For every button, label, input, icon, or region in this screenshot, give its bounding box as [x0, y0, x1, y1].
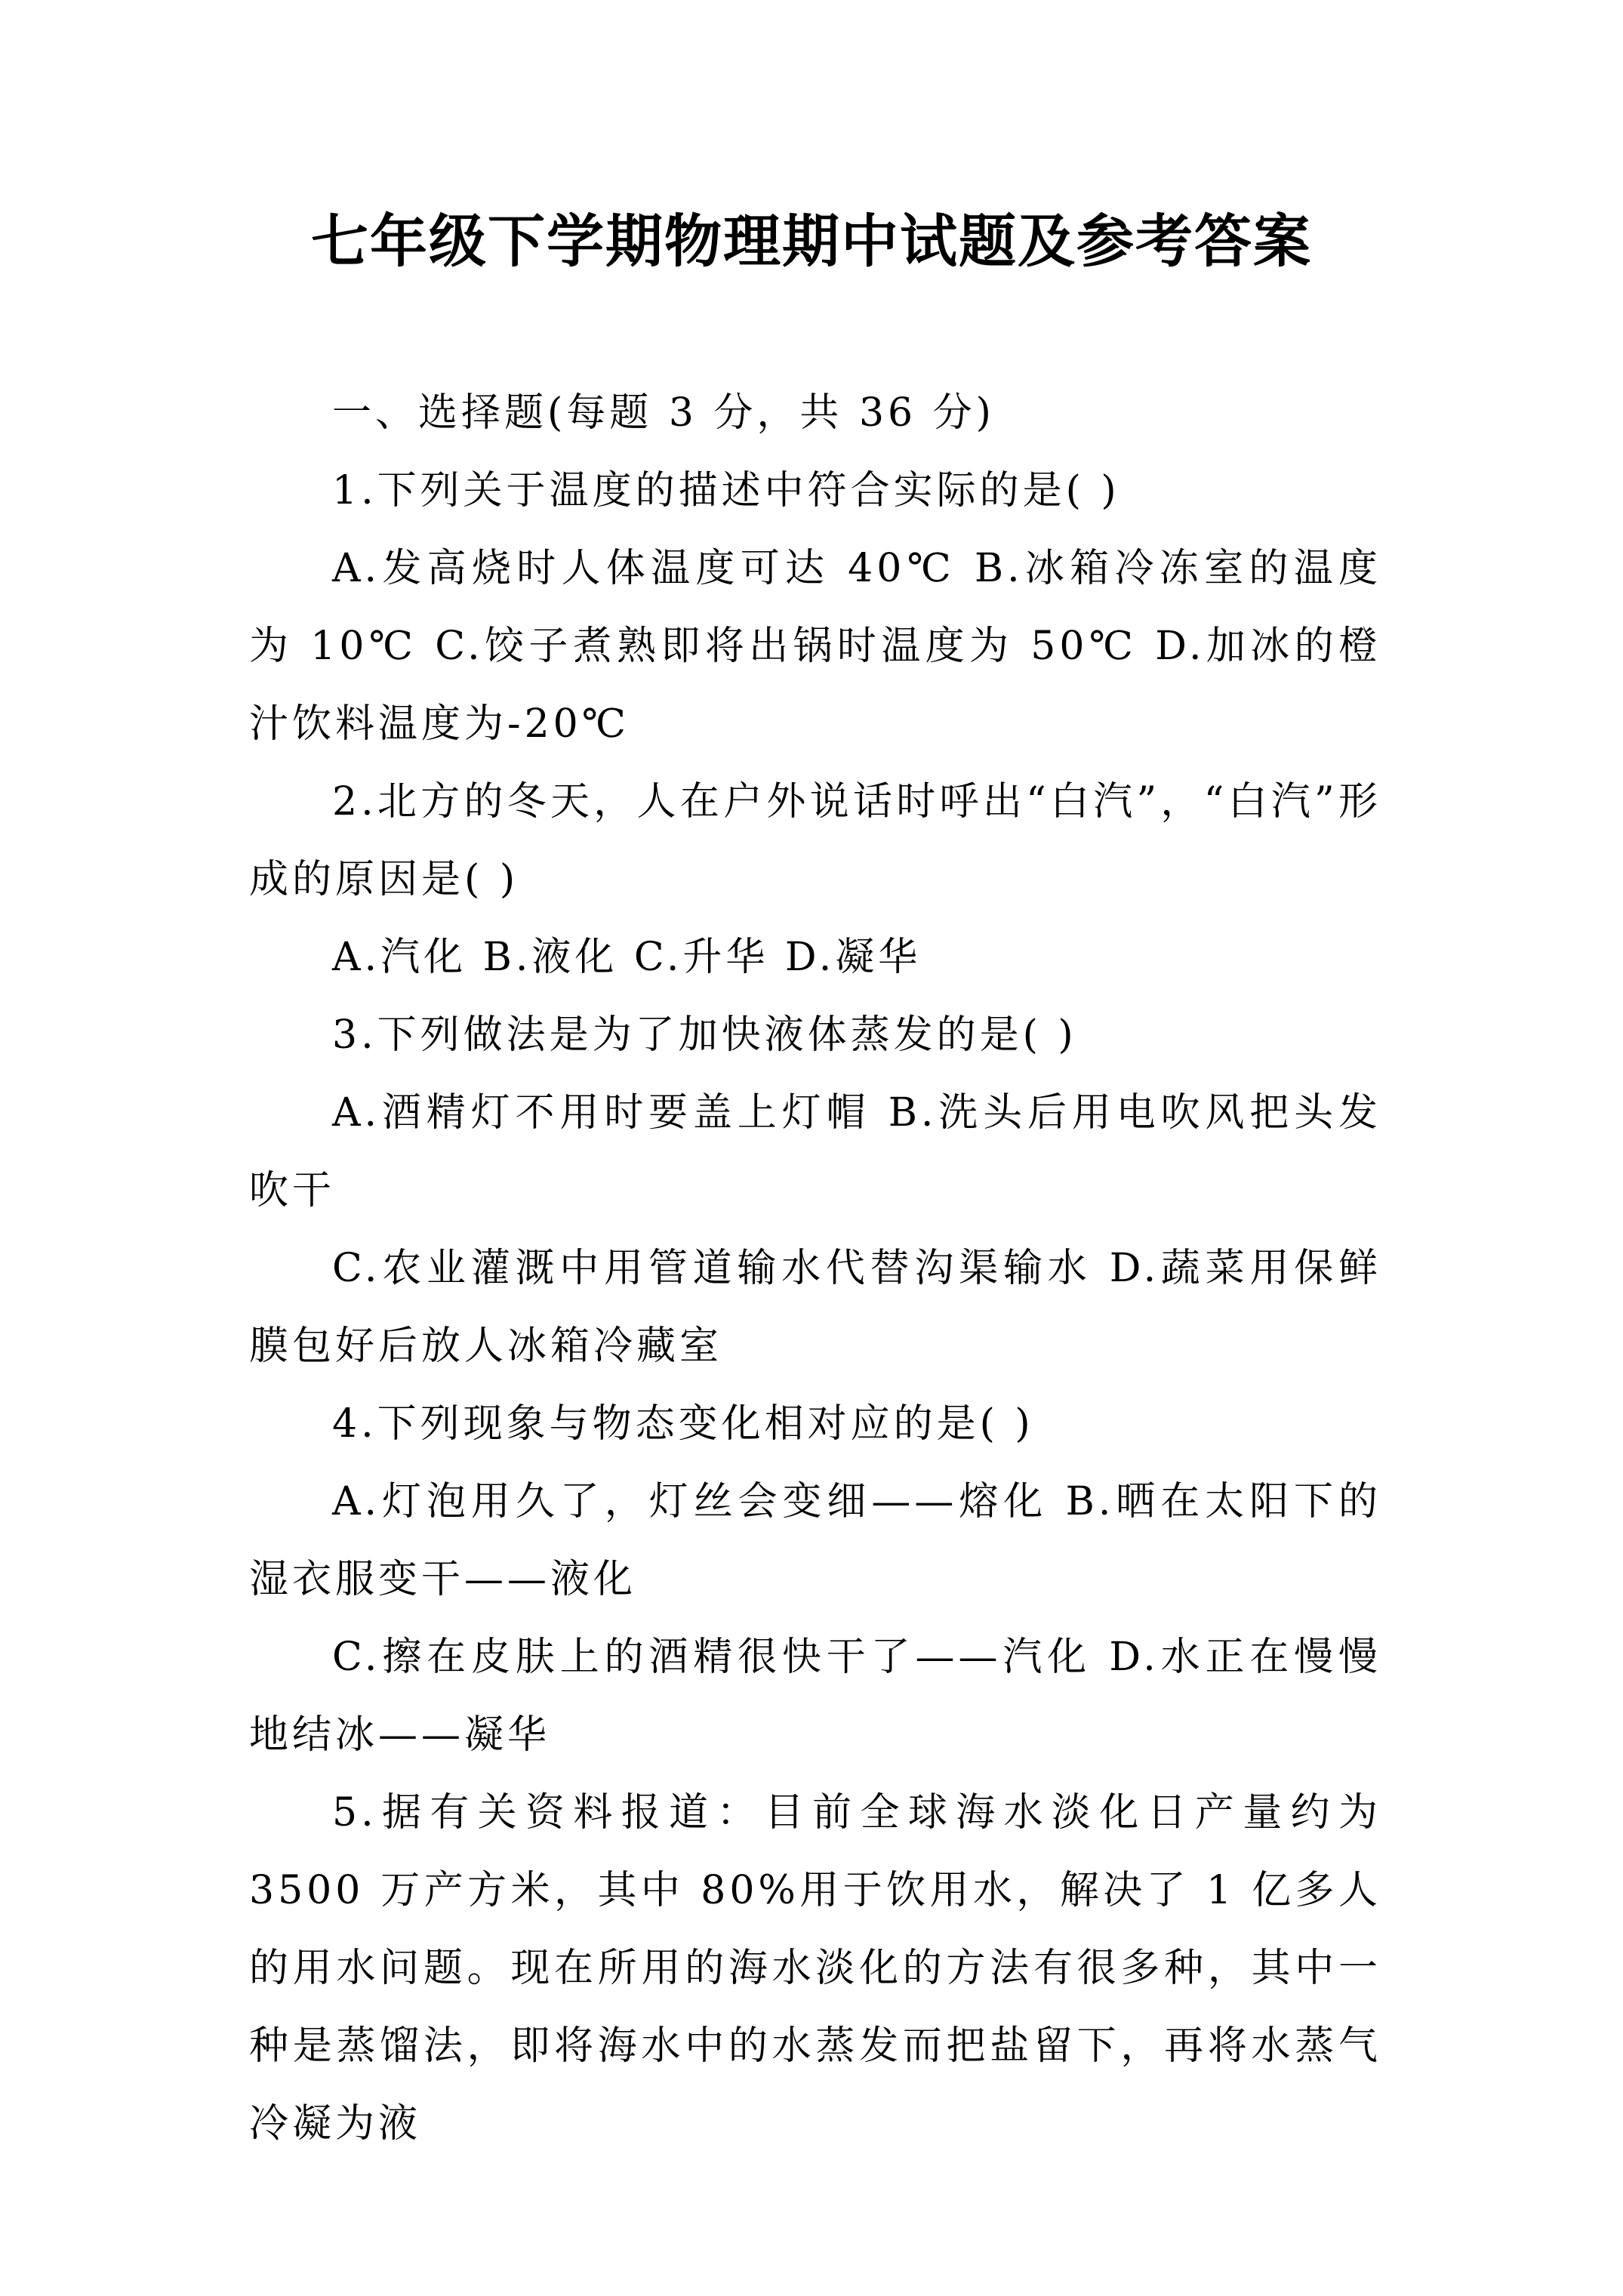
question-1: 1.下列关于温度的描述中符合实际的是( ): [332, 468, 1120, 513]
question-3-options-cd: C.农业灌溉中用管道输水代替沟渠输水 D.蔬菜用保鲜膜包好后放人冰箱冷藏室: [249, 1246, 1381, 1369]
document-body: [249, 374, 1381, 2163]
question-3: 3.下列做法是为了加快液体蒸发的是( ): [332, 1012, 1077, 1058]
document-title: 七年级下学期物理期中试题及参考答案: [311, 208, 1312, 275]
section-heading: 一、选择题(每题 3 分，共 36 分): [332, 390, 995, 436]
question-4: 4.下列现象与物态变化相对应的是( ): [332, 1401, 1034, 1447]
question-2-options: A.汽化 B.液化 C.升华 D.凝华: [332, 935, 922, 980]
question-1-options: A.发高烧时人体温度可达 40℃ B.冰箱冷冻室的温度为 10℃ C.饺子煮熟即将出锅时温度为 50℃ D.加冰的橙汁饮料温度为-20℃: [249, 546, 1381, 747]
question-4-options-ab: A.灯泡用久了，灯丝会变细——熔化 B.晒在太阳下的湿衣服变干——液化: [249, 1479, 1381, 1602]
question-2: 2.北方的冬天，人在户外说话时呼出“白汽”，“白汽”形成的原因是( ): [249, 779, 1381, 902]
question-3-options-ab: A.酒精灯不用时要盖上灯帽 B.洗头后用电吹风把头发吹干: [249, 1090, 1381, 1213]
question-4-options-cd: C.擦在皮肤上的酒精很快干了——汽化 D.水正在慢慢地结冰——凝华: [249, 1635, 1381, 1758]
question-5: 5.据有关资料报道：目前全球海水淡化日产量约为 3500 万产方米，其中 80%用于饮用水，解决了 1 亿多人的用水问题。现在所用的海水淡化的方法有很多种，其中一种是蒸馏法，即将海水中的水蒸发而把盐留下，再将水蒸气冷凝为液: [249, 1790, 1381, 2147]
